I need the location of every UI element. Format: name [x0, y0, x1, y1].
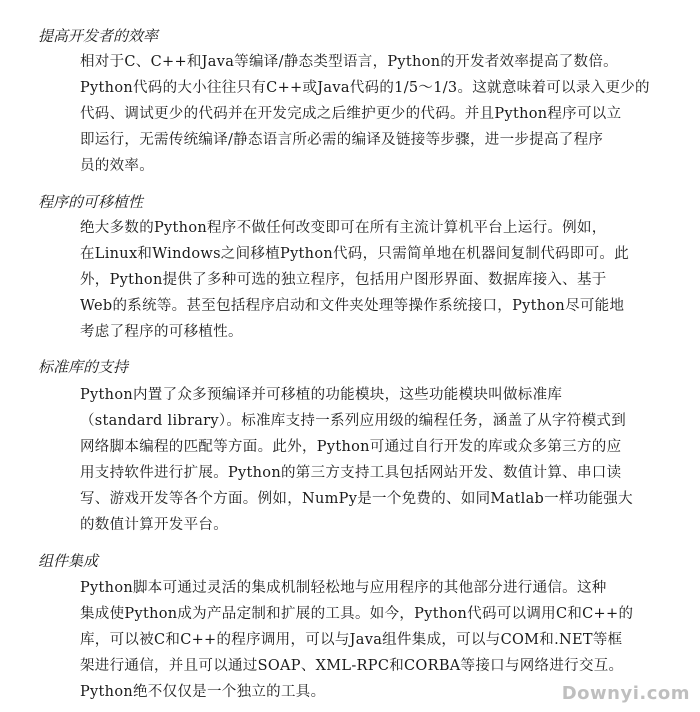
paragraph-line: 考虑了程序的可移植性。: [80, 324, 243, 340]
paragraph-line: Python绝不仅仅是一个独立的工具。: [80, 684, 326, 700]
paragraph-line: 代码、调试更少的代码并在开发完成之后维护更少的代码。并且Python程序可以立: [80, 106, 622, 122]
paragraph-line: （standard library）。标准库支持一系列应用级的编程任务，涵盖了从字符模式到: [80, 413, 627, 429]
paragraph-line: 绝大多数的Python程序不做任何改变即可在所有主流计算机平台上运行。例如，: [80, 220, 607, 236]
paragraph-line: 架进行通信，并且可以通过SOAP、XML-RPC和CORBA等接口与网络进行交互。: [80, 658, 624, 674]
paragraph-line: Python代码的大小往往只有C++或Java代码的1/5～1/3。这就意味着可以录入更少的: [80, 80, 650, 96]
paragraph-line: 网络脚本编程的匹配等方面。此外，Python可通过自行开发的库或众多第三方的应: [80, 439, 622, 455]
paragraph-line: Python内置了众多预编译并可移植的功能模块，这些功能模块叫做标准库: [80, 387, 563, 403]
section-title: 程序的可移植性: [38, 193, 144, 211]
section-title: 组件集成: [38, 552, 99, 570]
paragraph-line: 员的效率。: [80, 158, 154, 174]
paragraph-line: 写、游戏开发等各个方面。例如，NumPy是一个免费的、如同Matlab一样功能强大: [80, 491, 633, 507]
paragraph-line: 集成使Python成为产品定制和扩展的工具。如今，Python代码可以调用C和C++的: [80, 606, 634, 622]
paragraph-line: 即运行，无需传统编译/静态语言所必需的编译及链接等步骤，进一步提高了程序: [80, 132, 604, 148]
paragraph-line: Python脚本可通过灵活的集成机制轻松地与应用程序的其他部分进行通信。这种: [80, 580, 607, 596]
paragraph-line: 在Linux和Windows之间移植Python代码，只需简单地在机器间复制代码即可。此: [80, 246, 629, 262]
section-title: 提高开发者的效率: [38, 27, 159, 45]
paragraph-line: 库，可以被C和C++的程序调用，可以与Java组件集成，可以与COM和.NET等框: [80, 632, 623, 648]
watermark-logo: Downyi.com: [561, 683, 690, 704]
paragraph-line: Web的系统等。甚至包括程序启动和文件夹处理等操作系统接口，Python尽可能地: [80, 298, 625, 314]
section-title: 标准库的支持: [38, 358, 129, 376]
paragraph-line: 外，Python提供了多种可选的独立程序，包括用户图形界面、数据库接入、基于: [80, 272, 607, 288]
paragraph-line: 用支持软件进行扩展。Python的第三方支持工具包括网站开发、数值计算、串口读: [80, 465, 622, 481]
paragraph-line: 相对于C、C++和Java等编译/静态类型语言，Python的开发者效率提高了数倍。: [80, 54, 618, 70]
paragraph-line: 的数值计算开发平台。: [80, 517, 228, 533]
